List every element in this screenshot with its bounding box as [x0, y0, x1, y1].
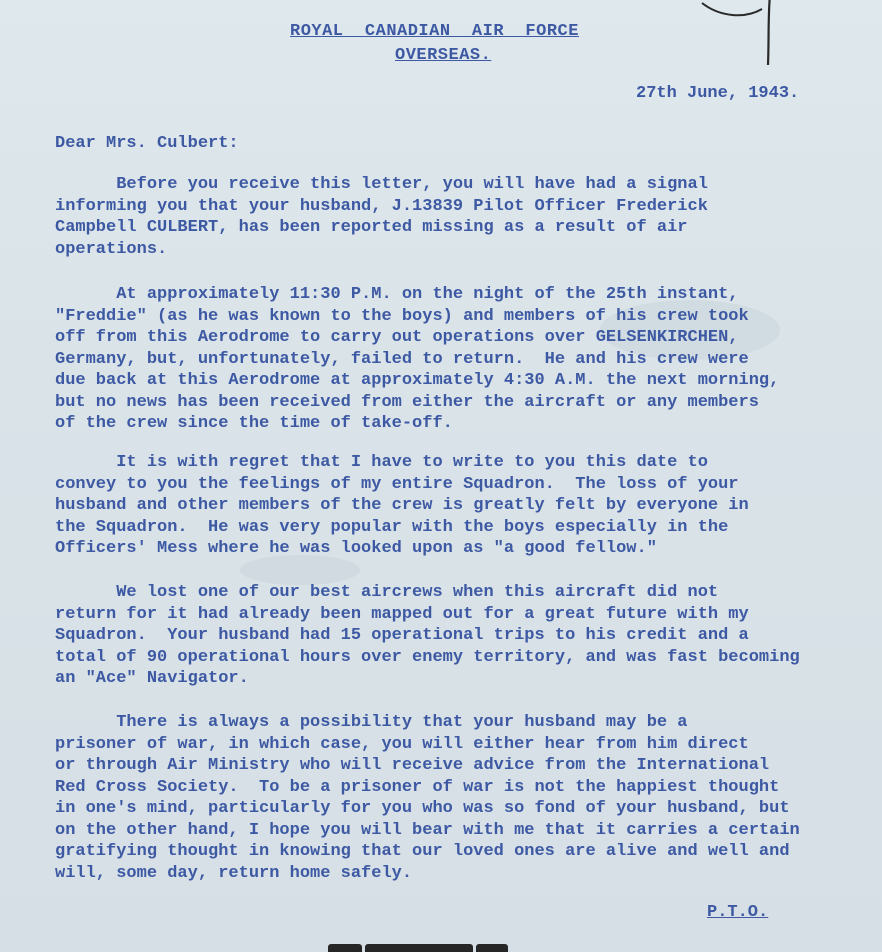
please-turn-over: P.T.O. — [707, 903, 769, 922]
text-line: will, some day, return home safely. — [55, 863, 413, 883]
scan-tab — [328, 944, 362, 952]
text-line: return for it had already been mapped out for a great future with my — [55, 604, 749, 624]
text-line: It is with regret that I have to write to you this date to — [55, 453, 708, 472]
paragraph-2 — [55, 284, 855, 435]
text-line: of the crew since the time of take-off. — [55, 414, 453, 433]
text-line: Before you receive this letter, you will have had a signal — [55, 175, 708, 194]
letterhead-subtitle: OVERSEAS. — [395, 46, 492, 65]
paragraph-4 — [55, 582, 855, 690]
scan-tab — [365, 944, 473, 952]
scan-edge-tabs — [328, 944, 508, 952]
text-line: We lost one of our best aircrews when this aircraft did not — [55, 583, 719, 602]
text-line: "Freddie" (as he was known to the boys) and members of his crew took — [55, 306, 749, 326]
paragraph-3 — [55, 452, 855, 560]
pen-stroke-mark — [700, 0, 780, 70]
text-line: in one's mind, particularly for you who was so fond of your husband, but — [55, 799, 790, 818]
paragraph-5 — [55, 712, 855, 884]
text-line: an "Ace" Navigator. — [55, 669, 249, 688]
paragraph-1 — [55, 174, 855, 260]
text-line: informing you that your husband, J.13839 Pilot Officer Frederick — [55, 196, 708, 216]
text-line: off from this Aerodrome to carry out operations over GELSENKIRCHEN, — [55, 328, 739, 347]
paper-smudge — [240, 555, 360, 585]
scan-tab — [476, 944, 508, 952]
text-line: prisoner of war, in which case, you will either hear from him direct — [55, 734, 749, 754]
text-line: Campbell CULBERT, has been reported missing as a result of air — [55, 218, 688, 237]
text-line: Squadron. Your husband had 15 operational trips to his credit and a — [55, 626, 749, 645]
text-line: There is always a possibility that your husband may be a — [55, 713, 688, 732]
text-line: Red Cross Society. To be a prisoner of war is not the happiest thought — [55, 777, 780, 797]
text-line: convey to you the feelings of my entire Squadron. The loss of your — [55, 474, 739, 494]
letter-date: 27th June, 1943. — [636, 84, 800, 103]
text-line: Officers' Mess where he was looked upon as "a good fellow." — [55, 539, 657, 558]
letterhead-title: ROYAL CANADIAN AIR FORCE — [290, 22, 579, 41]
text-line: due back at this Aerodrome at approximately 4:30 A.M. the next morning, — [55, 371, 780, 390]
text-line: husband and other members of the crew is greatly felt by everyone in — [55, 496, 749, 515]
salutation: Dear Mrs. Culbert: — [55, 134, 239, 153]
text-line: but no news has been received from either the aircraft or any members — [55, 392, 759, 412]
text-line: Germany, but, unfortunately, failed to return. He and his crew were — [55, 349, 749, 369]
text-line: or through Air Ministry who will receive advice from the International — [55, 756, 770, 775]
text-line: operations. — [55, 239, 168, 259]
text-line: the Squadron. He was very popular with the boys especially in the — [55, 517, 729, 537]
text-line: gratifying thought in knowing that our loved ones are alive and well and — [55, 842, 790, 861]
text-line: total of 90 operational hours over enemy territory, and was fast becoming — [55, 647, 800, 667]
text-line: on the other hand, I hope you will bear with me that it carries a certain — [55, 820, 800, 840]
text-line: At approximately 11:30 P.M. on the night of the 25th instant, — [55, 285, 739, 304]
